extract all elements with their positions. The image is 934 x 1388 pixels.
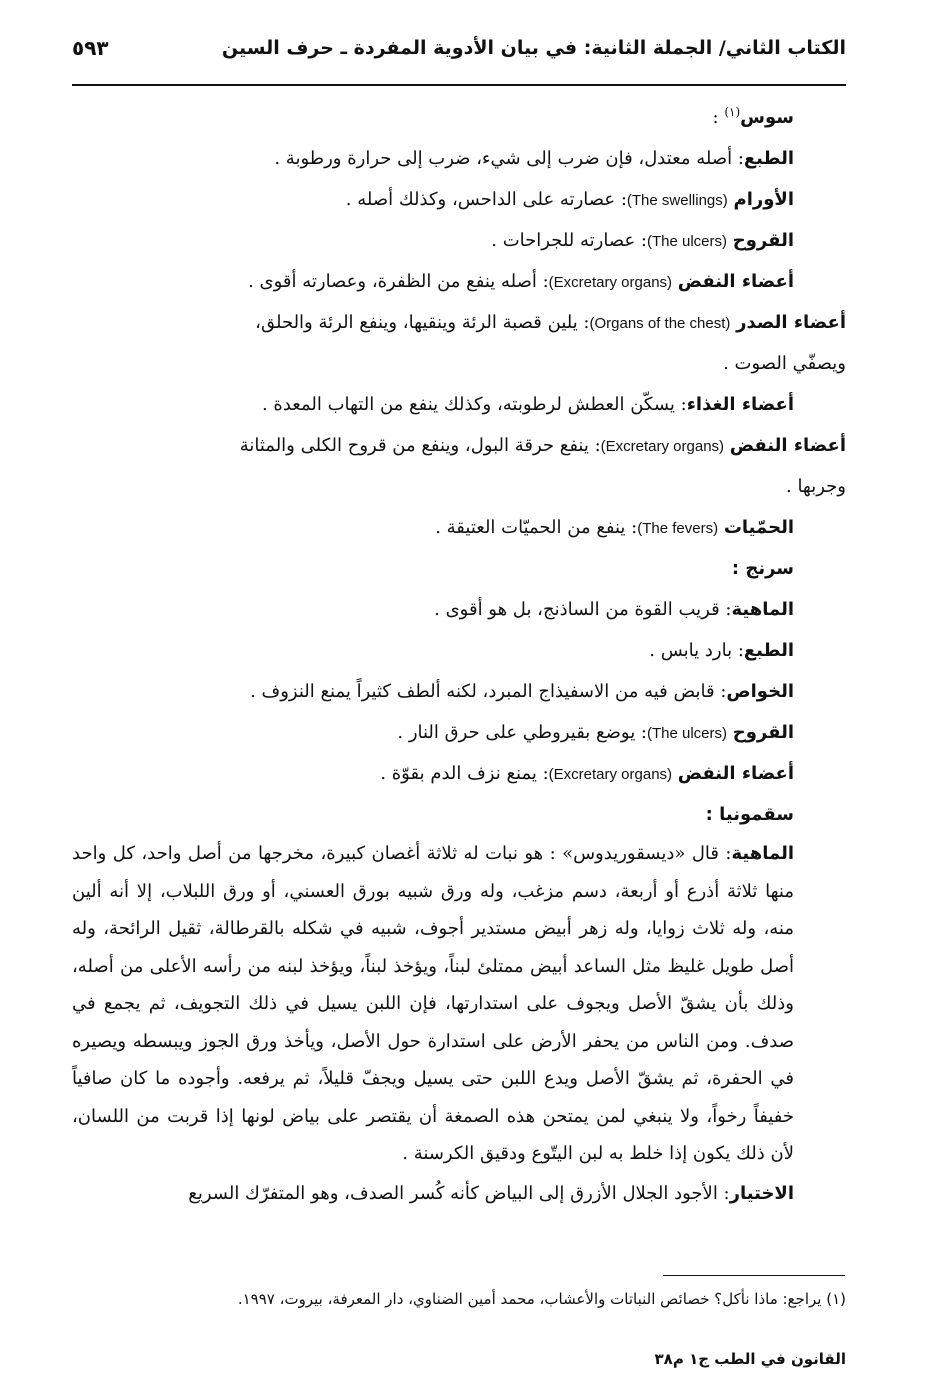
- entry-text: : عصارته على الداحس، وكذلك أصله .: [345, 189, 627, 210]
- entry-english: (Excretary organs): [600, 438, 725, 455]
- entry-term: الماهية: [731, 599, 794, 620]
- entry-term: الماهية: [731, 843, 794, 864]
- footnote-rule: [663, 1275, 845, 1276]
- entry-text: : عصارته للجراحات .: [491, 230, 647, 251]
- entry-term: القروح: [732, 230, 794, 251]
- sous-entry-7-cont: [72, 466, 846, 507]
- entry-term: أعضاء الغذاء: [686, 394, 794, 415]
- entry-term: الطبع: [743, 148, 794, 169]
- header-title: الكتاب الثاني/ الجملة الثانية: في بيان الأدوية المفردة ـ حرف السين: [221, 37, 846, 59]
- entry-text: : ينفع حرقة البول، وينفع من قروح الكلى والمثانة: [239, 435, 601, 456]
- header-rule: [72, 84, 846, 86]
- saqmouniya-ikhtiyar: [72, 1173, 846, 1214]
- entry-text: : قال «ديسقوريدوس» : هو نبات له ثلاثة أغصان كبيرة، مخرجها من أصل واحد، كل واحد منها ثلاثة أذرع أو أربعة، دسم مزغب، وله ورق شبيه بورق العسني، أو ورق اللبلاب، إلا أنه ألين منه، وله ثلاث زوايا، وله زهر أبيض مستدير أجوف، شبيه في شكله بالقرطالة، ثقيل الرائحة، وله أصل طويل غليظ مثل الساعد أبيض ممتلئ لبناً، ويؤخذ لبناً، ويؤخذ لبنه من رأسه الأعلى من أصله، وذلك بأن يشقّ الأصل ويجوف على استدارتها، فإن اللبن يسيل في ذلك التجويف، ثم يجمع في صدف. ومن الناس من يحفر الأرض على استدارة حول الأصل، ويأخذ ورق الجوز ويبسطه ويصيره في الحفرة، ثم يشقّ الأصل ويدع اللبن حتى يسيل ويجفّ قليلاً، ثم يرفعه. وأجوده ما كان صافياً خفيفاً رخواً، ولا ينبغي لمن يمتحن هذه الصمغة أن يقتصر على بياض لونها إذا قربت من اللسان، لأن ذلك يكون إذا خلط به لبن اليتّوع ودقيق الكرسنة .: [72, 843, 794, 1164]
- entry-term: أعضاء النفض: [677, 271, 794, 292]
- sous-entry-1: [72, 138, 846, 179]
- entry-term: أعضاء النفض: [677, 763, 794, 784]
- entry-heading-sous: [72, 97, 846, 138]
- entry-text: : قابض فيه من الاسفيذاج المبرد، لكنه ألطف كثيراً يمنع النزوف .: [250, 681, 727, 702]
- entry-heading-sarnaj: [72, 548, 846, 589]
- sous-entry-5-cont: [72, 343, 846, 384]
- entry-text: : ينفع من الحميّات العتيقة .: [435, 517, 638, 538]
- entry-term: الطبع: [743, 640, 794, 661]
- page-footer: القانون في الطب ج١ م٣٨: [654, 1350, 846, 1368]
- entry-english: (The swellings): [626, 192, 728, 209]
- entry-term: الحمّيات: [723, 517, 794, 538]
- running-header: [72, 28, 846, 68]
- entry-continuation: ويصفّي الصوت .: [723, 353, 846, 374]
- entry-text: : يلين قصبة الرئة وينقيها، وينفع الرئة والحلق،: [255, 312, 590, 333]
- entry-text: : أصله ينفع من الظفرة، وعصارته أقوى .: [248, 271, 549, 292]
- entry-text: : قريب القوة من الساذنج، بل هو أقوى .: [434, 599, 732, 620]
- entry-term: أعضاء الصدر: [736, 312, 846, 333]
- entry-english: (Organs of the chest): [589, 315, 731, 332]
- sarnaj-entry-4: [72, 712, 846, 753]
- sarnaj-entry-3: [72, 671, 846, 712]
- heading-text: سقمونيا :: [705, 804, 794, 825]
- entry-english: (Excretary organs): [548, 274, 673, 291]
- sarnaj-entry-2: [72, 630, 846, 671]
- sous-entry-3: [72, 220, 846, 261]
- entry-text: : أصله معتدل، فإن ضرب إلى شيء، ضرب إلى حرارة ورطوبة .: [274, 148, 744, 169]
- entry-term: القروح: [732, 722, 794, 743]
- entry-text: : بارد يابس .: [649, 640, 744, 661]
- footnote-ref: (١): [724, 105, 741, 119]
- sous-entry-5: [72, 302, 846, 343]
- sous-entry-6: [72, 384, 846, 425]
- entry-english: (The ulcers): [646, 233, 728, 250]
- saqmouniya-mahiya-paragraph: [72, 835, 846, 1173]
- entry-term: أعضاء النفض: [729, 435, 846, 456]
- page-number: ٥٩٣: [72, 36, 109, 60]
- sous-entry-4: [72, 261, 846, 302]
- entry-english: (The ulcers): [646, 725, 728, 742]
- entry-english: (Excretary organs): [548, 766, 673, 783]
- heading-text: سوس: [740, 107, 794, 128]
- heading-text: سرنج :: [731, 558, 794, 579]
- sarnaj-entry-5: [72, 753, 846, 794]
- sous-entry-8: [72, 507, 846, 548]
- entry-term: الخواص: [726, 681, 794, 702]
- entry-continuation: وجربها .: [786, 476, 846, 497]
- entry-text: : يسكّن العطش لرطوبته، وكذلك ينفع من التهاب المعدة .: [261, 394, 687, 415]
- entry-text: : يمنع نزف الدم بقوّة .: [380, 763, 549, 784]
- entry-term: الاختيار: [729, 1182, 794, 1204]
- sous-entry-7: [72, 425, 846, 466]
- heading-colon: :: [712, 107, 719, 128]
- sarnaj-entry-1: [72, 589, 846, 630]
- sous-entry-2: [72, 179, 846, 220]
- entry-text: : يوضع بقيروطي على حرق النار .: [397, 722, 647, 743]
- entry-heading-saqmouniya: [72, 794, 846, 835]
- footnote-text: يراجع: ماذا نأكل؟ خصائص النباتات والأعشاب، محمد أمين الضناوي، دار المعرفة، بيروت، ١٩٩٧.: [237, 1290, 822, 1308]
- entry-text: : الأجود الجلال الأزرق إلى البياض كأنه كُسر الصدف، وهو المتفرّك السريع: [188, 1182, 730, 1204]
- footnote: [72, 1290, 846, 1308]
- footnote-marker: (١): [826, 1290, 846, 1308]
- entry-term: الأورام: [733, 189, 794, 210]
- page-body: [72, 97, 846, 1214]
- entry-english: (The fevers): [637, 520, 719, 537]
